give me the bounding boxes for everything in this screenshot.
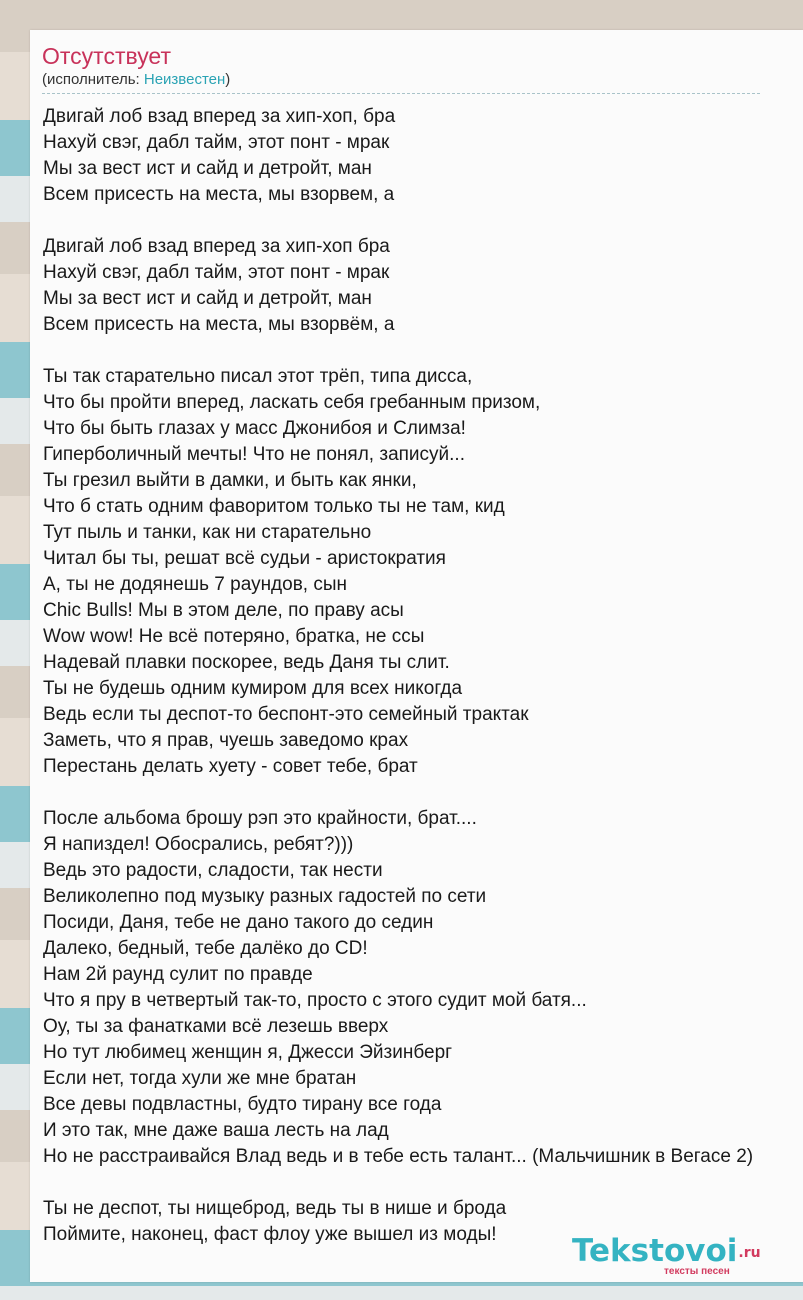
lyrics-line: Ведь это радости, сладости, так нести xyxy=(43,860,383,881)
lyrics-line: Wow wow! Не всё потеряно, братка, не ссы xyxy=(43,626,425,647)
lyrics-line: Читал бы ты, решат всё судьи - аристократия xyxy=(43,548,446,569)
lyrics-line: Chic Bulls! Мы в этом деле, по праву асы xyxy=(43,600,404,621)
lyrics-line: Ты не будешь одним кумиром для всех никогда xyxy=(43,678,463,699)
lyrics-stanza xyxy=(43,806,803,1170)
lyrics-line: Нахуй свэг, дабл тайм, этот понт - мрак xyxy=(43,132,390,153)
lyrics-line: Но не расстраивайся Влад ведь и в тебе есть талант... (Мальчишник в Вегасе 2) xyxy=(43,1146,754,1167)
song-title: Отсутствует xyxy=(42,43,171,69)
lyrics-line: После альбома брошу рэп это крайности, брат.... xyxy=(43,808,477,829)
lyrics-line: Что бы пройти вперед, ласкать себя гребанным призом, xyxy=(43,392,541,413)
lyrics-line: Все девы подвластны, будто тирану все года xyxy=(43,1094,442,1115)
song-header xyxy=(42,42,760,94)
lyrics-stanza xyxy=(43,364,803,780)
lyrics-stanza xyxy=(43,104,803,208)
lyrics-line: Нам 2й раунд сулит по правде xyxy=(43,964,313,985)
artist-suffix: ) xyxy=(225,71,231,88)
site-logo[interactable] xyxy=(572,1233,782,1281)
lyrics-line: Я напиздел! Обосрались, ребят?))) xyxy=(43,834,354,855)
lyrics-stanza xyxy=(43,234,803,338)
lyrics-line: Заметь, что я прав, чуешь заведомо крах xyxy=(43,730,409,751)
lyrics-line: Что б стать одним фаворитом только ты не там, кид xyxy=(43,496,505,517)
artist-link[interactable]: Неизвестен xyxy=(143,71,226,88)
lyrics-line: А, ты не додянешь 7 раундов, сын xyxy=(43,574,348,595)
lyrics-line: Что бы быть глазах у масс Джонибоя и Слимза! xyxy=(43,418,466,439)
lyrics-line: Двигай лоб взад вперед за хип-хоп бра xyxy=(43,236,390,257)
lyrics-line: Мы за вест ист и сайд и детройт, ман xyxy=(43,158,372,179)
lyrics-line: Ты не деспот, ты нищеброд, ведь ты в нише и брода xyxy=(43,1198,507,1219)
lyrics-line: Ты грезил выйти в дамки, и быть как янки, xyxy=(43,470,417,491)
lyrics-line: Что я пру в четвертый так-то, просто с этого судит мой батя... xyxy=(43,990,587,1011)
lyrics-line: Оу, ты за фанатками всё лезешь вверх xyxy=(43,1016,389,1037)
lyrics-line: И это так, мне даже ваша лесть на лад xyxy=(43,1120,389,1141)
lyrics-line: Если нет, тогда хули же мне братан xyxy=(43,1068,357,1089)
lyrics-line: Перестань делать хуету - совет тебе, брат xyxy=(43,756,418,777)
artist-line xyxy=(42,70,760,94)
artist-prefix: (исполнитель: xyxy=(42,71,144,88)
lyrics-line: Ведь если ты деспот-то беспонт-это семейный трактак xyxy=(43,704,529,725)
logo-tld: .ru xyxy=(738,1245,761,1261)
lyrics-line: Двигай лоб взад вперед за хип-хоп, бра xyxy=(43,106,396,127)
lyrics-line: Гиперболичный мечты! Что не понял, записуй... xyxy=(43,444,465,465)
lyrics-line: Всем присесть на места, мы взорвем, а xyxy=(43,184,395,205)
lyrics-line: Поймите, наконец, фаст флоу уже вышел из моды! xyxy=(43,1224,497,1245)
lyrics-line: Нахуй свэг, дабл тайм, этот понт - мрак xyxy=(43,262,390,283)
logo-name: Tekstovoi xyxy=(572,1233,738,1269)
logo-tagline: тексты песен xyxy=(664,1266,730,1277)
lyrics-line: Тут пыль и танки, как ни старательно xyxy=(43,522,372,543)
lyrics-text xyxy=(43,104,803,1274)
lyrics-line: Ты так старательно писал этот трёп, типа дисса, xyxy=(43,366,473,387)
lyrics-line: Далеко, бедный, тебе далёко до CD! xyxy=(43,938,368,959)
lyrics-line: Великолепно под музыку разных гадостей по сети xyxy=(43,886,487,907)
lyrics-line: Всем присесть на места, мы взорвём, а xyxy=(43,314,395,335)
lyrics-line: Но тут любимец женщин я, Джесси Эйзинберг xyxy=(43,1042,453,1063)
lyrics-line: Мы за вест ист и сайд и детройт, ман xyxy=(43,288,372,309)
lyrics-line: Посиди, Даня, тебе не дано такого до седин xyxy=(43,912,434,933)
lyrics-line: Надевай плавки поскорее, ведь Даня ты слит. xyxy=(43,652,450,673)
